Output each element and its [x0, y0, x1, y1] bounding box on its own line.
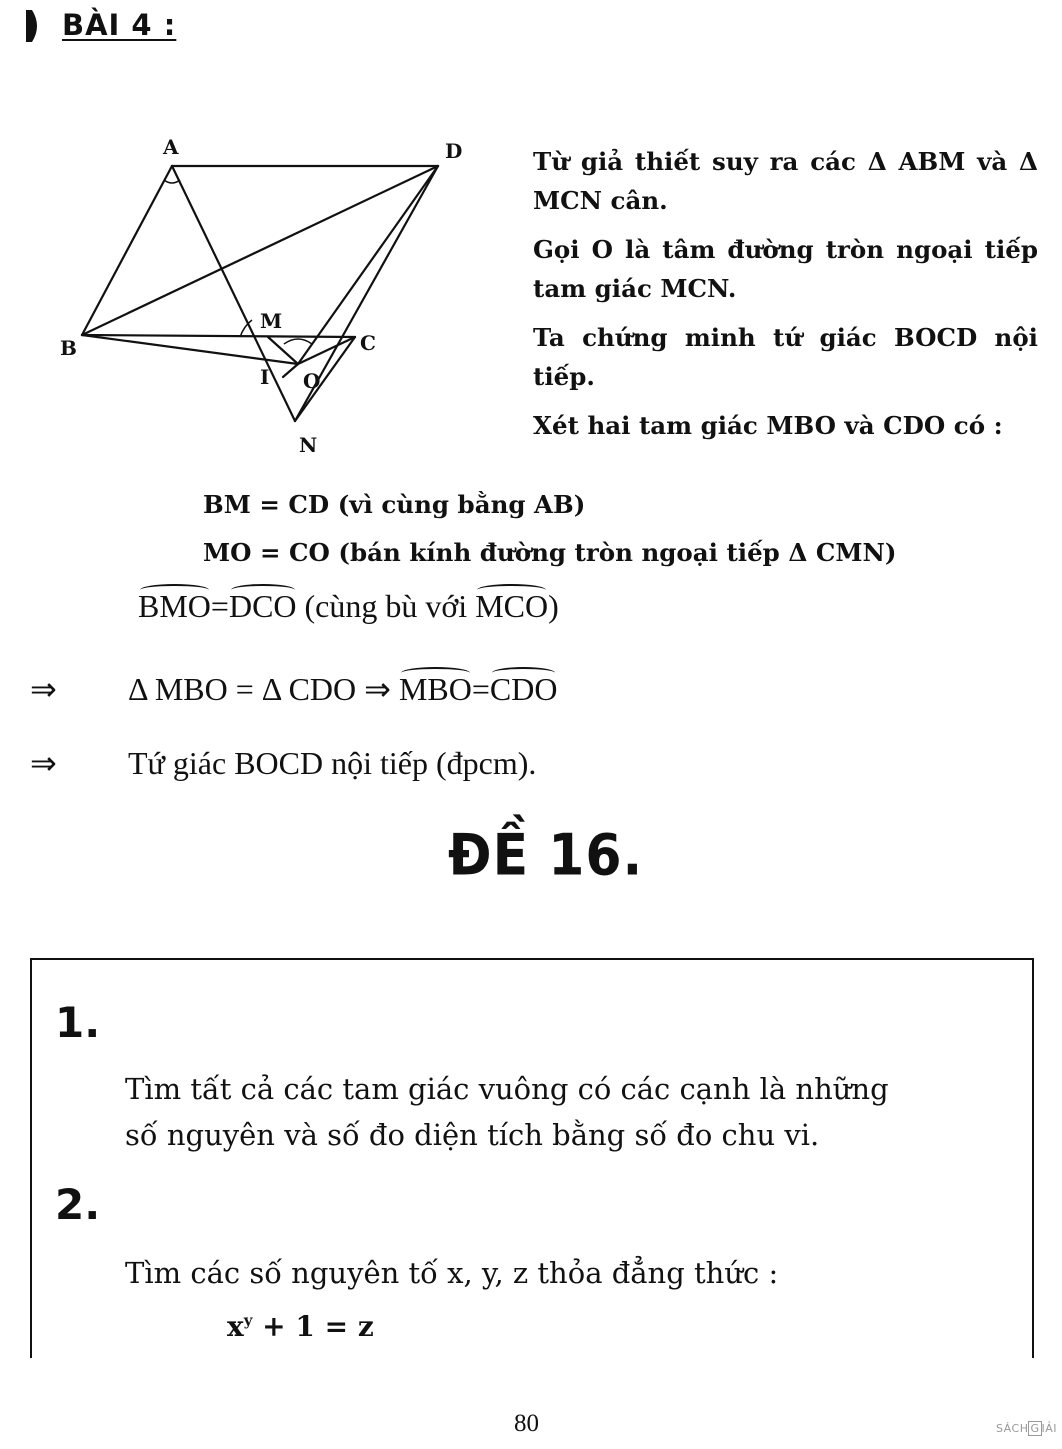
- problem-1-text: [125, 1066, 889, 1158]
- proof-line-3: [138, 588, 559, 625]
- proof-line-5: [30, 744, 536, 782]
- segment-bo: [82, 335, 298, 364]
- angle-mco: MCO: [475, 588, 549, 624]
- proof-conclusion: Tứ giác BOCD nội tiếp (đpcm).: [128, 745, 537, 781]
- proof-line-2: MO = CO (bán kính đường tròn ngoại tiếp Δ CMN): [203, 538, 897, 567]
- label-b: B: [60, 336, 77, 360]
- angle-dco: DCO: [228, 588, 297, 624]
- label-n: N: [299, 433, 318, 457]
- intro-paragraph: Xét hai tam giác MBO và CDO có :: [533, 411, 1003, 440]
- publisher-logo: [996, 1422, 1057, 1435]
- bullet-icon: [24, 8, 44, 44]
- equals-sign: =: [471, 671, 490, 707]
- equation-rest: + 1 = z: [252, 1310, 374, 1343]
- angle-bmo: BMO: [138, 588, 211, 624]
- exam-title: ĐỀ 16.: [448, 823, 644, 889]
- segment-an: [172, 166, 295, 421]
- problem-1-number: 1.: [55, 998, 101, 1047]
- problem-box: [30, 958, 1034, 1358]
- label-d: D: [445, 139, 463, 163]
- logo-left: SÁCH: [996, 1422, 1029, 1435]
- segment-ab: [82, 166, 172, 335]
- proof-line-4-text: Δ MBO = Δ CDO ⇒: [128, 671, 399, 707]
- implies-icon: ⇒: [30, 671, 57, 707]
- problem-2-number: 2.: [55, 1180, 101, 1229]
- equals-sign: =: [210, 588, 229, 624]
- proof-line-1: BM = CD (vì cùng bằng AB): [203, 490, 586, 519]
- equation-base: x: [227, 1310, 244, 1343]
- geometry-figure: [60, 132, 480, 462]
- logo-mid: G: [1030, 1422, 1040, 1435]
- logo-right: IẢI: [1041, 1422, 1058, 1435]
- segment-bc: [82, 335, 355, 337]
- equation-exponent: y: [243, 1311, 253, 1330]
- problem-2-text: Tìm các số nguyên tố x, y, z thỏa đẳng thức :: [125, 1256, 779, 1290]
- problem-2-equation: [227, 1310, 374, 1343]
- problem-1-line-1: Tìm tất cả các tam giác vuông có các cạnh là những: [125, 1072, 889, 1106]
- proof-line-4: [30, 670, 557, 708]
- intro-text: [533, 142, 1038, 455]
- label-m: M: [260, 309, 283, 333]
- intro-paragraph: Gọi O là tâm đường tròn ngoại tiếp tam giác MCN.: [533, 235, 1038, 303]
- proof-line-3-suffix: ): [548, 588, 559, 624]
- lesson-title: BÀI 4 :: [62, 8, 177, 42]
- angle-mbo: MBO: [398, 671, 472, 707]
- label-a: A: [163, 135, 179, 159]
- page-number: 80: [514, 1410, 539, 1437]
- intro-paragraph: Ta chứng minh tứ giác BOCD nội tiếp.: [533, 323, 1038, 391]
- intro-paragraph: Từ giả thiết suy ra các Δ ABM và Δ MCN cân.: [533, 147, 1038, 215]
- implies-icon: ⇒: [30, 745, 57, 781]
- segment-io: [283, 364, 298, 377]
- label-c: C: [360, 331, 376, 355]
- problem-1-line-2: số nguyên và số đo diện tích bằng số đo chu vi.: [125, 1118, 820, 1152]
- label-i: I: [260, 365, 270, 389]
- angle-cdo: CDO: [489, 671, 558, 707]
- label-o: O: [303, 369, 321, 393]
- proof-line-3-prefix: (cùng bù với: [296, 588, 476, 624]
